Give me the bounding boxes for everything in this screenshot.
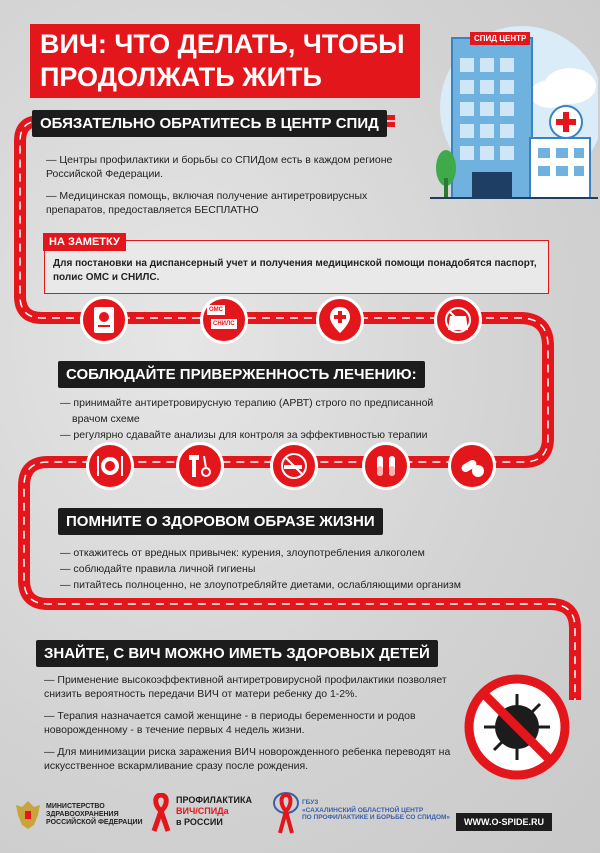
test-tubes-icon: [362, 442, 410, 490]
section4-item: — Терапия назначается самой женщине - в периоды беременности и родов новорожденному - в течение первых 4 недель жизни.: [44, 710, 416, 736]
center-abbr: ГБУЗ: [302, 799, 319, 806]
hygiene-tools-icon: [176, 442, 224, 490]
center-name: [302, 799, 450, 822]
section2-header: СОБЛЮДАЙТЕ ПРИВЕРЖЕННОСТЬ ЛЕЧЕНИЮ:: [58, 361, 425, 388]
passport-icon: [80, 296, 128, 344]
prevention-line-2: ВИЧ/СПИДа: [176, 806, 229, 816]
no-virus-sign-icon: [462, 672, 572, 782]
ministry-line: МИНИСТЕРСТВО: [46, 803, 105, 810]
russian-coat-of-arms-icon: [14, 799, 42, 831]
section4-item: — Для минимизации риска заражения ВИЧ новорожденного ребенка переводят на искусственное вскармливание сразу после рождения.: [44, 746, 451, 772]
section3-list: [60, 546, 560, 594]
snils-card-label: СНИЛС: [213, 321, 235, 327]
center-emblem-icon: [272, 789, 300, 835]
poster-title: [30, 24, 420, 98]
plate-cutlery-icon: [86, 442, 134, 490]
pills-icon: [448, 442, 496, 490]
website-link[interactable]: WWW.O-SPIDE.RU: [456, 813, 552, 831]
center-line-1: «САХАЛИНСКИЙ ОБЛАСТНОЙ ЦЕНТР: [302, 806, 424, 814]
building-sign: СПИД ЦЕНТР: [470, 32, 530, 45]
red-ribbon-icon: [150, 793, 172, 833]
section2-list: [60, 396, 500, 444]
section4-header: ЗНАЙТЕ, С ВИЧ МОЖНО ИМЕТЬ ЗДОРОВЫХ ДЕТЕЙ: [36, 640, 438, 667]
section1-item: — Медицинская помощь, включая получение антиретровирусных препаратов, предоставляется БЕСПЛАТНО: [46, 190, 368, 216]
ministry-line: ЗДРАВООХРАНЕНИЯ: [46, 811, 119, 818]
prevention-line-1: ПРОФИЛАКТИКА: [176, 795, 252, 805]
section2-item: — регулярно сдавайте анализы для контроля за эффективностью терапии: [60, 429, 428, 441]
title-line-2: ПРОДОЛЖАТЬ ЖИТЬ: [40, 62, 322, 92]
no-smoking-icon: [270, 442, 318, 490]
ministry-line: РОССИЙСКОЙ ФЕДЕРАЦИИ: [46, 819, 143, 826]
section3-item: — питайтесь полноценно, не злоупотребляйте диетами, ослабляющими организм: [60, 579, 461, 591]
prevention-line-3: в РОССИИ: [176, 817, 223, 827]
note-text: Для постановки на диспансерный учет и получения медицинской помощи понадобятся паспорт, полис ОМС и СНИЛС.: [53, 258, 537, 283]
ministry-name: [46, 803, 143, 827]
prevention-logo-text: [176, 795, 252, 828]
note-label: НА ЗАМЕТКУ: [43, 233, 126, 251]
oms-card-label: ОМС: [209, 307, 223, 313]
aids-center-building-illustration: [430, 8, 598, 208]
section1-header: ОБЯЗАТЕЛЬНО ОБРАТИТЕСЬ В ЦЕНТР СПИД: [32, 110, 387, 137]
section3-item: — соблюдайте правила личной гигиены: [60, 563, 256, 575]
section1-list: [46, 153, 406, 225]
documents-icon: [200, 296, 248, 344]
section2-item: — принимайте антиретровирусную терапию (АРВТ) строго по предписанной: [60, 397, 434, 409]
section3-header: ПОМНИТЕ О ЗДОРОВОМ ОБРАЗЕ ЖИЗНИ: [58, 508, 383, 535]
section1-item: — Центры профилактики и борьбы со СПИДом есть в каждом регионе Российской Федерации.: [46, 154, 393, 180]
center-line-2: ПО ПРОФИЛАКТИКЕ И БОРЬБЕ СО СПИДОМ»: [302, 814, 451, 821]
footer: [0, 785, 600, 845]
section3-item: — откажитесь от вредных привычек: курения, злоупотребления алкоголем: [60, 547, 425, 559]
section4-list: [44, 673, 454, 781]
section2-item: врачом схеме: [72, 413, 140, 425]
no-money-icon: [434, 296, 482, 344]
location-pin-icon: [316, 296, 364, 344]
title-line-1: ВИЧ: ЧТО ДЕЛАТЬ, ЧТОБЫ: [40, 29, 405, 59]
note-box: [44, 236, 549, 294]
section4-item: — Применение высокоэффективной антиретровирусной профилактики позволяет снизить вероятность передачи ВИЧ от матери ребенку до 1-2%.: [44, 674, 447, 700]
